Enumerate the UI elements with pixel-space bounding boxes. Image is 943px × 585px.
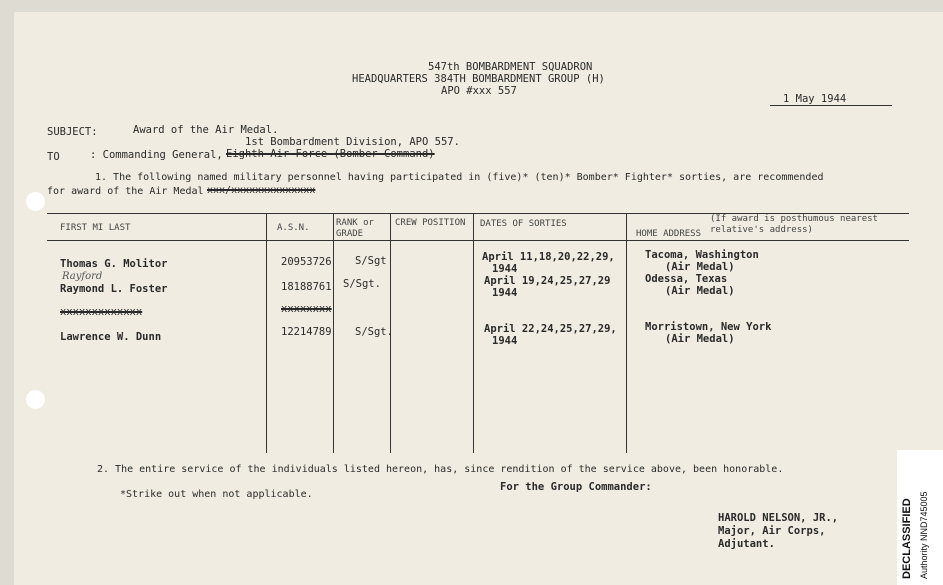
row-2-award: (Air Medal): [665, 285, 735, 297]
header-rank: RANK or GRADE: [336, 218, 374, 239]
row-4-asn: 12214789: [281, 326, 332, 338]
subject-label: SUBJECT:: [47, 126, 98, 138]
row-1-year: 1944: [492, 263, 518, 275]
declassified-stamp: [897, 450, 943, 585]
row-1-dates: April 11,18,20,22,29,: [482, 251, 615, 263]
row-2-name: Raymond L. Foster: [60, 283, 168, 295]
row-4-home: Morristown, New York: [645, 321, 772, 333]
column-divider: [333, 213, 334, 453]
row-1-rank: S/Sgt: [355, 255, 387, 267]
to-division: 1st Bombardment Division, APO 557.: [245, 136, 460, 148]
row-4-year: 1944: [492, 335, 518, 347]
paragraph-1-line-2: for award of the Air Medal: [47, 186, 204, 197]
row-4-dates: April 22,24,25,27,29,: [484, 323, 617, 335]
header-asn: A.S.N.: [277, 223, 310, 233]
row-3-asn-struck: xxxxxxxx: [281, 303, 332, 315]
header-posthumous: (If award is posthumous nearest relative's address): [710, 214, 878, 235]
column-divider: [626, 213, 627, 453]
signature-name: HAROLD NELSON, JR.,: [718, 512, 839, 524]
row-2-home: Odessa, Texas: [645, 273, 728, 285]
row-3-name-struck: xxxxxxxxxxxxx: [60, 306, 143, 318]
column-divider: [473, 213, 474, 453]
unit-heading: 547th BOMBARDMENT SQUADRON: [428, 61, 593, 73]
row-1-home: Tacoma, Washington: [645, 249, 759, 261]
row-2-handwritten-correction: Rayford: [62, 271, 103, 282]
row-1-award: (Air Medal): [665, 261, 735, 273]
paragraph-1-line-1: 1. The following named military personnel having participated in (five)* (ten)* Bomber* Fighter* sorties, are recommended: [95, 172, 824, 183]
header-name: FIRST MI LAST: [60, 223, 131, 233]
row-1-name: Thomas G. Molitor: [60, 258, 168, 270]
table-header-rule: [47, 240, 909, 241]
to-struck-text: Eighth Air Force (Bomber Command): [226, 148, 435, 160]
date-underline: [770, 105, 892, 106]
row-1-asn: 20953726: [281, 256, 332, 268]
paragraph-2: 2. The entire service of the individuals listed hereon, has, since rendition of the service above, been honorable.: [97, 464, 784, 475]
row-4-rank: S/Sgt.: [355, 326, 393, 338]
header-home: HOME ADDRESS: [636, 229, 702, 239]
signature-title: Adjutant.: [718, 538, 775, 550]
row-2-rank: S/Sgt.: [343, 278, 381, 290]
apo-heading: APO #xxx 557: [441, 85, 517, 97]
punch-hole: [26, 390, 45, 409]
declassified-title: DECLASSIFIED: [901, 498, 913, 579]
hq-heading: HEADQUARTERS 384TH BOMBARDMENT GROUP (H): [352, 73, 605, 85]
signature-rank: Major, Air Corps,: [718, 525, 826, 537]
column-divider: [266, 213, 267, 453]
row-4-award: (Air Medal): [665, 333, 735, 345]
paragraph-1-struck: xxx/xxxxxxxxxxxxxx: [207, 185, 316, 196]
footnote: *Strike out when not applicable.: [120, 489, 313, 500]
declassified-authority: Authority NND745005: [919, 491, 929, 579]
subject-text: Award of the Air Medal.: [133, 124, 279, 136]
header-dates: DATES OF SORTIES: [480, 219, 567, 229]
header-crew: CREW POSITION: [395, 218, 466, 228]
signature-for: For the Group Commander:: [500, 481, 652, 493]
row-2-year: 1944: [492, 287, 518, 299]
to-label: TO: [47, 151, 60, 163]
row-4-name: Lawrence W. Dunn: [60, 331, 162, 343]
row-2-dates: April 19,24,25,27,29: [484, 275, 611, 287]
to-recipient: : Commanding General,: [90, 149, 223, 161]
row-2-asn: 18188761: [281, 281, 332, 293]
punch-hole: [26, 192, 45, 211]
document-date: 1 May 1944: [783, 93, 847, 105]
